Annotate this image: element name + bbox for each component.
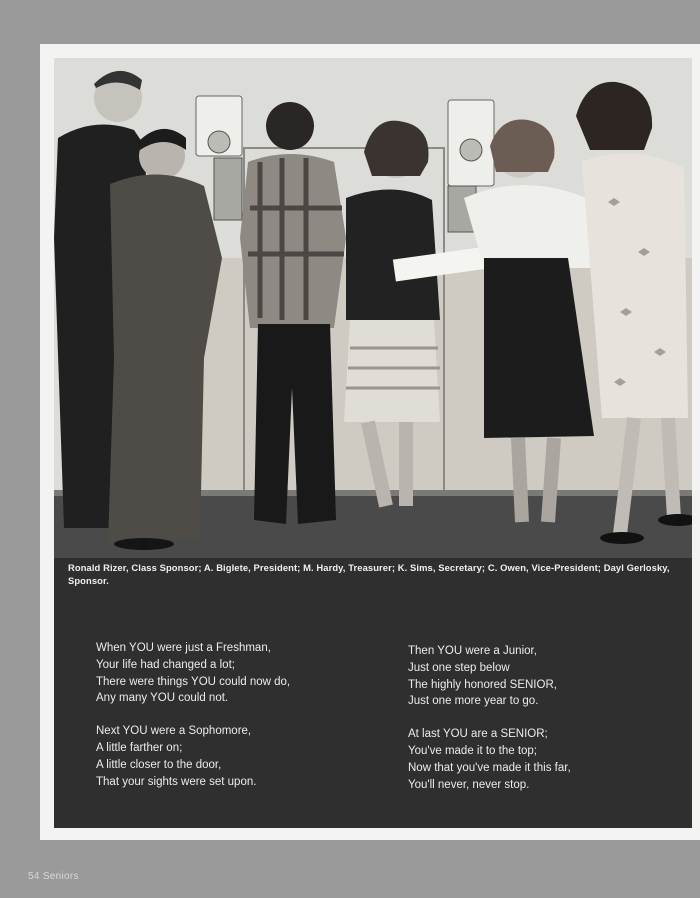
poem-left-column [96, 640, 290, 806]
poem-line: A little closer to the door, [96, 758, 222, 771]
poem-line: There were things YOU could now do, [96, 675, 291, 688]
page-footer [28, 871, 79, 882]
poem-line: Next YOU were a Sophomore, [96, 725, 252, 738]
photo-caption: Ronald Rizer, Class Sponsor; A. Biglete, President; M. Hardy, Treasurer; K. Sims, Secretary; C. Owen, Vice-President; Dayl Gerlosky, Sponsor. [68, 562, 670, 586]
poem-line: Just one step below [408, 661, 510, 674]
poem-line: At last YOU are a SENIOR; [408, 728, 548, 741]
poem-line: That your sights were set upon. [96, 775, 257, 788]
poem-stanza [408, 643, 571, 710]
poem-line: Then YOU were a Junior, [408, 645, 537, 657]
poem-line: You've made it to the top; [408, 744, 537, 757]
poem-stanza [96, 723, 290, 790]
poem-line: Any many YOU could not. [96, 692, 229, 705]
poem-line: When YOU were just a Freshman, [96, 642, 271, 654]
section-name: Seniors [42, 871, 79, 882]
poem-line: Now that you've made it this far, [408, 761, 571, 774]
poem-line: Just one more year to go. [408, 695, 539, 708]
poem-line: The highly honored SENIOR, [408, 678, 557, 691]
poem-right-column [408, 643, 571, 809]
poem-stanza [96, 640, 290, 707]
poem-line: You'll never, never stop. [408, 778, 530, 791]
group-photo [54, 58, 692, 558]
poem-line: A little farther on; [96, 741, 183, 754]
poem-stanza [408, 726, 571, 793]
page-number: 54 [28, 871, 40, 882]
poem-line: Your life had changed a lot; [96, 658, 235, 671]
